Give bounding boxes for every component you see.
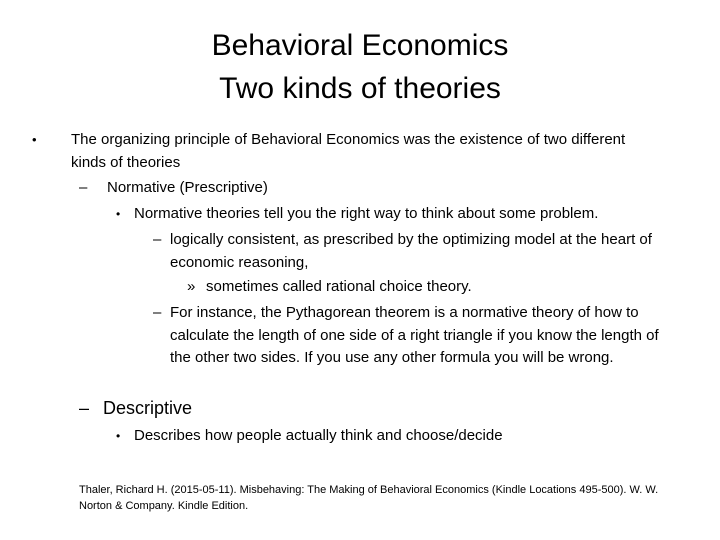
bullet-text-pythagorean: For instance, the Pythagorean theorem is a normative theory of how to calculate the length of one side of a right triangle if you know the length of the other two sides. If you use any other formula you will be wrong. [170, 304, 659, 366]
bullet-text-rational-choice: sometimes called rational choice theory. [206, 278, 472, 295]
bullet-main [0, 129, 720, 175]
bullet-text-logically-consistent: logically consistent, as prescribed by the optimizing model at the heart of economic reasoning, [170, 231, 652, 271]
guillemet-marker: » [187, 278, 196, 295]
bullet-marker: • [116, 207, 121, 221]
bullet-descriptive [0, 395, 720, 423]
bullet-logically-consistent [0, 229, 720, 275]
citation-text: Thaler, Richard H. (2015-05-11). Misbehaving: The Making of Behavioral Economics (Kindle Locations 495-500). W. W. Norton & Company. Kindle Edition. [79, 484, 659, 512]
dash-marker: – [153, 304, 162, 321]
bullet-descriptive-definition [0, 425, 720, 448]
bullet-normative [0, 177, 720, 200]
bullet-text-main: The organizing principle of Behavioral Economics was the existence of two different kinds of theories [71, 131, 626, 171]
title-line-1: Behavioral Economics [211, 29, 509, 62]
dash-marker: – [79, 179, 88, 196]
title-line-2: Two kinds of theories [219, 72, 501, 105]
bullet-marker: • [116, 429, 121, 443]
dash-marker: – [79, 398, 90, 418]
bullet-text-descriptive: Descriptive [103, 398, 193, 418]
bullet-normative-definition [0, 203, 720, 226]
bullet-rational-choice [0, 276, 720, 299]
slide-title [0, 24, 720, 110]
bullet-text-normative: Normative (Prescriptive) [107, 179, 268, 196]
bullet-pythagorean [0, 302, 720, 394]
dash-marker: – [153, 231, 162, 248]
bullet-text-descriptive-definition: Describes how people actually think and choose/decide [134, 427, 503, 444]
bullet-marker: • [32, 132, 37, 147]
bullet-text-normative-definition: Normative theories tell you the right way to think about some problem. [134, 205, 599, 222]
